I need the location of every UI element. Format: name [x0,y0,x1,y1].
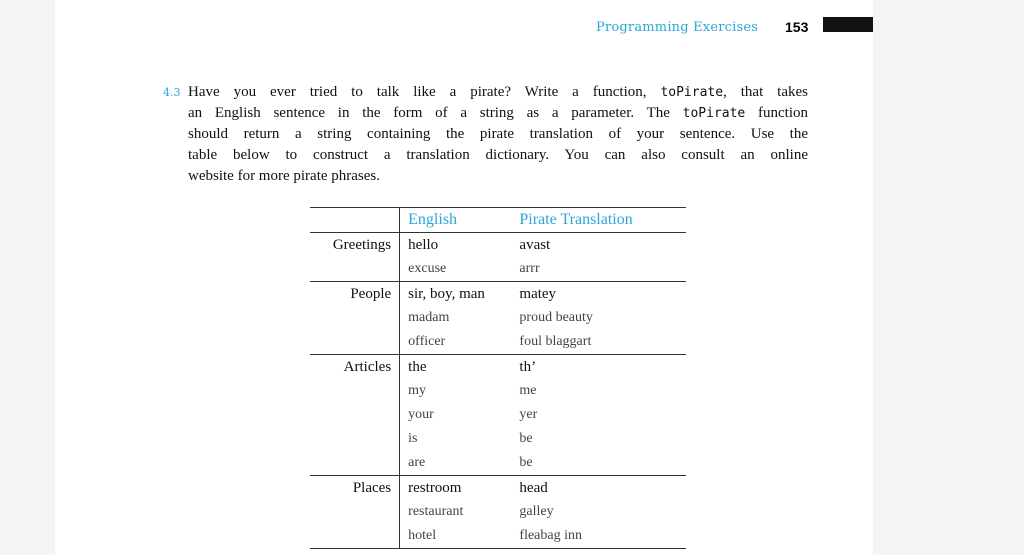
category-cell [310,451,400,476]
table-header-row [310,208,686,233]
code-function-name: toPirate [660,85,724,100]
text-run: function [745,105,808,121]
category-cell [310,257,400,282]
book-page [55,0,873,555]
table-row [310,306,686,330]
category-cell [310,403,400,427]
exercise-line [188,145,808,166]
english-cell: hotel [400,524,512,549]
table-row [310,524,686,549]
text-run: Have you ever tried to talk like a pirate? Write a function, [188,84,661,100]
header-english: English [400,208,512,233]
english-cell: is [408,431,418,446]
pirate-cell: galley [519,504,554,519]
english-cell: madam [408,310,450,325]
header-thumb-tab [823,17,873,32]
category-cell: People [310,282,400,307]
page-number: 153 [785,19,809,35]
category-cell: Greetings [310,233,400,258]
text-run: website for more pirate phrases. [188,168,381,184]
table-row [310,427,686,451]
exercise-line [188,82,808,103]
text-run: should return a string containing the pirate translation of your sentence. Use the [188,126,808,142]
pirate-cell: be [519,455,533,470]
table-row [310,403,686,427]
category-cell [310,379,400,403]
pirate-cell: matey [511,282,686,307]
exercise-line [188,166,808,187]
pirate-cell: fleabag inn [511,524,686,549]
pirate-cell: arrr [519,261,540,276]
running-header-title: Programming Exercises [596,20,759,35]
table-row [310,257,686,282]
table-row [310,476,686,501]
category-cell [310,427,400,451]
english-cell: restroom [400,476,512,501]
pirate-cell: foul blaggart [519,334,592,349]
category-cell [310,306,400,330]
category-cell: Places [310,476,400,501]
english-cell: the [400,355,512,380]
exercise-line [188,103,808,124]
pirate-cell: th’ [511,355,686,380]
header-category [310,208,400,233]
table-row [310,451,686,476]
english-cell: my [408,383,427,398]
english-cell: your [408,407,434,422]
category-cell [310,524,400,549]
exercise-number: 4.3 [163,86,181,99]
pirate-cell: head [511,476,686,501]
english-cell: restaurant [408,504,464,519]
table-row [310,355,686,380]
english-cell: excuse [408,261,447,276]
pirate-cell: be [519,431,533,446]
english-cell: sir, boy, man [400,282,512,307]
category-cell: Articles [310,355,400,380]
pirate-cell: proud beauty [519,310,593,325]
table-row [310,233,686,258]
english-cell: officer [408,334,446,349]
header-pirate: Pirate Translation [511,208,686,233]
english-cell: hello [400,233,512,258]
exercise-line [188,124,808,145]
text-run: an English sentence in the form of a string as a parameter. The [188,105,683,121]
category-cell [310,330,400,355]
table-row [310,282,686,307]
text-run: , that takes [723,84,808,100]
pirate-cell: me [519,383,537,398]
table-row [310,500,686,524]
pirate-cell: avast [511,233,686,258]
text-run: table below to construct a translation dictionary. You can also consult an online [188,147,808,163]
category-cell [310,500,400,524]
exercise-text [188,82,808,187]
code-function-name: toPirate [682,106,746,121]
table-row [310,379,686,403]
english-cell: are [408,455,426,470]
table-row [310,330,686,355]
translation-table [310,207,686,549]
pirate-cell: yer [519,407,538,422]
